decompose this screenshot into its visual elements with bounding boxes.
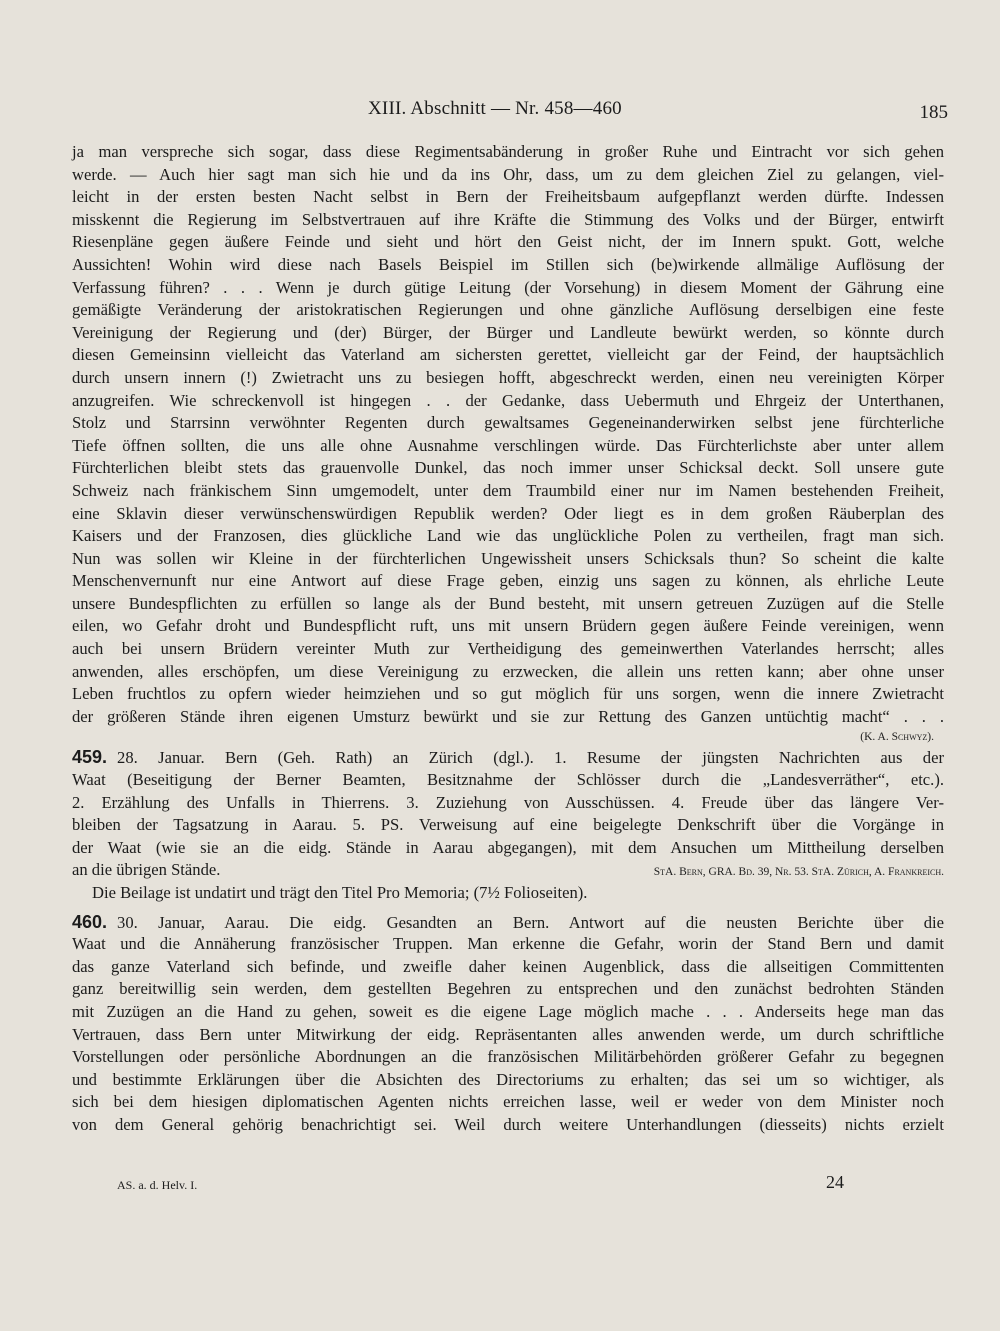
text-line: misskennt die Regierung im Selbstvertrauen auf ihre Kräfte die Stimmung des Volks und der Bürger, entwirft <box>72 209 944 229</box>
text-line: Menschenvernunft nur eine Antwort auf diese Frage geben, einzig uns sagen zu können, als ehrliche Leute <box>72 571 944 591</box>
text-line: Waat und die Annäherung französischer Truppen. Man erkenne die Gefahr, worin der Stand Bern und damit <box>72 934 944 954</box>
text-body <box>72 141 944 1137</box>
text-line: diesen Gemeinsinn vielleicht das Vaterland am sichersten gerettet, vielleicht gar der Feind, der hauptsächlich <box>72 345 944 365</box>
page-footer <box>0 1172 1000 1198</box>
text-line: Stolz und Starrsinn verwöhnter Regenten durch gewaltsames Gegeneinanderwirken selbst jene fürchterliche <box>72 413 944 433</box>
running-title: XIII. Abschnitt — Nr. 458—460 <box>368 98 622 119</box>
entry-note: Die Beilage ist undatirt und trägt den Titel Pro Memoria; (7½ Folioseiten). <box>92 883 588 902</box>
text-line: eilen, wo Gefahr droht und Bundespflicht ruft, uns mit unsern Brüdern gegen äußere Feinde vereinigen, wenn <box>72 616 944 636</box>
text-line: Fürchterlichen bleibt stets das grauenvolle Dunkel, das noch immer unser Schicksal deckt. Soll unsere gute <box>72 458 944 478</box>
text-line: leicht in der ersten besten Nacht selbst in Bern der Freiheitsbaum aufgepflanzt werden dürfte. Indessen <box>72 187 944 207</box>
print-signature: AS. a. d. Helv. I. <box>117 1178 198 1192</box>
text-line: Vorstellungen oder persönliche Abordnungen an die französischen Militärbehörden größerer Gefahr zu begegnen <box>72 1047 944 1067</box>
text-line: Leben fruchtlos zu opfern wieder heimziehen und so gut möglich für uns sorgen, wenn die innere Zwietracht <box>72 684 944 704</box>
text-line: Tiefe öffnen sollten, die uns alle ohne Ausnahme verschlingen würde. Das Fürchterlichste aber unter allem <box>72 435 944 455</box>
source-citation: StA. Bern, GRA. Bd. 39, Nr. 53. StA. Zürich, A. Frankreich. <box>653 866 944 879</box>
entry-first-line <box>72 911 944 934</box>
text-line: 28. Januar. Bern (Geh. Rath) an Zürich (dgl.). 1. Resume der jüngsten Nachrichten aus der <box>117 748 944 768</box>
text-line: ja man verspreche sich sogar, dass diese Regimentsabänderung in großer Ruhe und Eintracht vor sich gehen <box>72 142 944 161</box>
text-line: Riesenpläne gegen äußere Feinde und sieht und hört den Geist nicht, der im Innern spukt. Gott, welche <box>72 232 944 252</box>
page-number: 185 <box>919 102 948 123</box>
text-line: Aussichten! Wohin wird diese nach Basels Beispiel im Stillen sich (be)wirkende allmälige Auflösung der <box>72 254 944 274</box>
text-line: sich bei dem hiesigen diplomatischen Agenten nichts erreichen lasse, weil er weder von dem Minister noch <box>72 1092 944 1112</box>
text-line: anwenden, alles erschöpfen, um diese Vereinigung zu erzwecken, die allein uns retten kann; aber ohne unser <box>72 661 944 681</box>
text-line: Vereinigung der Regierung und (der) Bürger, der Bürger und Landleute bewürkt werden, so könnte durch <box>72 322 944 342</box>
entry-last-line <box>72 859 944 882</box>
text-line: gemäßigte Veränderung der aristokratischen Regierungen und ohne gänzliche Auflösung derselbigen eine feste <box>72 300 944 320</box>
text-line: Vertrauen, dass Bern unter Mitwirkung der eidg. Repräsentanten alles anwenden werde, um durch schriftliche <box>72 1024 944 1044</box>
text-line: werde. — Auch hier sagt man sich hie und da ins Ohr, dass, um zu dem gleichen Ziel zu gelangen, viel- <box>72 164 944 184</box>
text-line: Schweiz nach fränkischem Sinn umgemodelt, unter dem Traumbild einer nur im Namen bestehenden Freiheit, <box>72 480 944 500</box>
text-line: Nun was sollen wir Kleine in der fürchterlichen Ungewissheit unsers Schicksals thun? So scheint die kalte <box>72 548 944 568</box>
text-line: das ganze Vaterland sich befinde, und zweifle daher keinen Augenblick, dass die allseitigen Committenten <box>72 956 944 976</box>
text-line: Kaisers und der Franzosen, dies glückliche Land wie das unglückliche Polen zu vertheilen, fragt man sich. <box>72 526 944 546</box>
text-line: ganz bereitwillig sein werden, dem gestellten Begehren zu entsprechen und den zunächst bedrohten Ständen <box>72 979 944 999</box>
text-line: unsere Bundespflichten zu erfüllen so lange als der Bund besteht, mit unsern getreuen Zuzügen auf die Stelle <box>72 593 944 613</box>
running-head <box>0 98 1000 128</box>
entry-459 <box>72 746 944 904</box>
text-line: mit Zuzügen an die Hand zu gehen, soweit es die eigene Lage möglich mache . . . Anderseits hege man das <box>72 1001 944 1021</box>
text-line: auch bei unsern Brüdern vereinter Muth zur Vertheidigung des gemeinwerthen Vaterlandes herrscht; alles <box>72 639 944 659</box>
continuation-paragraph <box>72 141 944 746</box>
text-line: von dem General gehörig benachrichtigt sei. Weil durch weitere Unterhandlungen (diesseits) nichts erzielt <box>72 1114 944 1134</box>
text-line: eine Sklavin dieser verwünschenswürdigen Republik werden? Oder liegt es in dem großen Räuberplan des <box>72 503 944 523</box>
document-number: 459. <box>72 747 108 768</box>
text-line: der größeren Stände ihren eigenen Umsturz bewürkt und sie zur Rettung des Ganzen untüchtig macht“ . . . <box>72 706 944 726</box>
text-line: bleiben der Tagsatzung in Aarau. 5. PS. Verweisung auf eine beigelegte Denkschrift über die Vorgänge in <box>72 815 944 835</box>
source-citation: (K. A. Schwyz). <box>860 731 934 744</box>
text-line: der Waat (wie sie an die eidg. Stände in Aarau abgegangen), mit dem Ansuchen um Mittheilung derselben <box>72 837 944 857</box>
text-line: an die übrigen Stände. <box>72 860 221 880</box>
text-line: Waat (Beseitigung der Berner Beamten, Besitznahme der Schlösser durch die „Landesverräther“, etc.). <box>72 770 944 790</box>
text-line: 2. Erzählung des Unfalls in Thierrens. 3. Zuziehung von Ausschüssen. 4. Freude über das längere Ver- <box>72 792 944 812</box>
entry-first-line <box>72 746 944 769</box>
document-number: 460. <box>72 911 108 932</box>
text-line: 30. Januar, Aarau. Die eidg. Gesandten an Bern. Antwort auf die neusten Berichte über die <box>117 912 944 932</box>
text-line: durch unsern innern (!) Zwietracht uns zu besiegen hofft, abgeschreckt werden, einen neu vereinigten Körper <box>72 367 944 387</box>
entry-460 <box>72 911 944 1137</box>
text-line: und bestimmte Erklärungen über die Absichten des Directoriums zu erhalten; das sei um so wichtiger, als <box>72 1069 944 1089</box>
text-line: Verfassung führen? . . . Wenn je durch gütige Leitung (der Vorsehung) in diesem Moment der Gährung eine <box>72 277 944 297</box>
sheet-number: 24 <box>826 1172 844 1192</box>
text-line: anzugreifen. Wie schreckenvoll ist hingegen . . der Gedanke, dass Uebermuth und Ehrgeiz der Unterthanen, <box>72 390 944 410</box>
